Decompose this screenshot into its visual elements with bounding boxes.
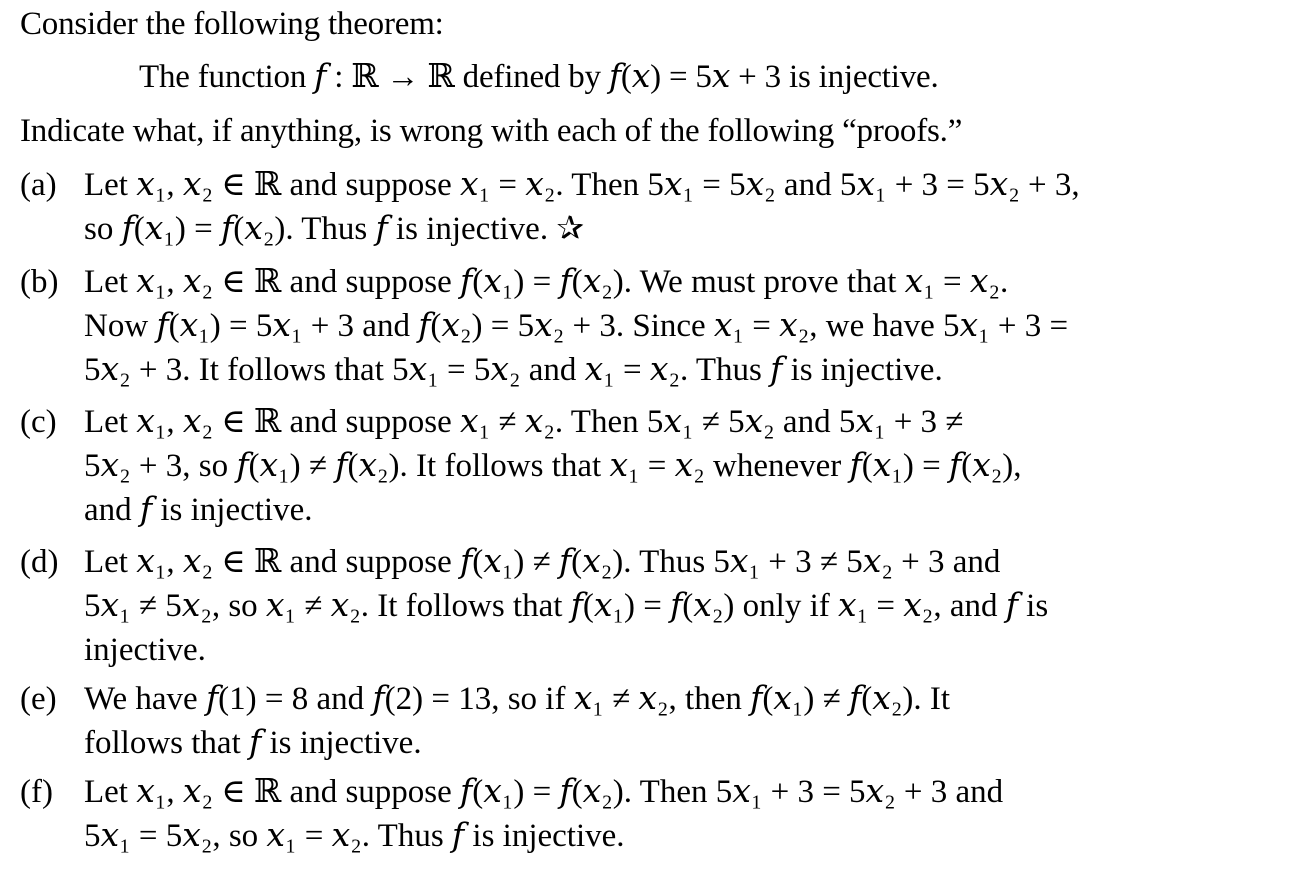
proof-line: and 𝑓 is injective.: [84, 492, 313, 528]
proof-body: [84, 166, 1144, 254]
proof-line: 5𝑥₂ + 3, so 𝑓(𝑥₁) ≠ 𝑓(𝑥₂). It follows that 𝑥₁ = 𝑥₂ whenever 𝑓(𝑥₁) = 𝑓(𝑥₂),: [84, 448, 1022, 484]
proof-body: [84, 543, 1144, 675]
proof-line: Let 𝑥₁, 𝑥₂ ∈ ℝ and suppose 𝑓(𝑥₁) ≠ 𝑓(𝑥₂). Thus 5𝑥₁ + 3 ≠ 5𝑥₂ + 3 and: [84, 544, 1001, 580]
proof-label: (e): [20, 681, 57, 717]
proof-line: Let 𝑥₁, 𝑥₂ ∈ ℝ and suppose 𝑥₁ = 𝑥₂. Then 5𝑥₁ = 5𝑥₂ and 5𝑥₁ + 3 = 5𝑥₂ + 3,: [84, 167, 1080, 203]
proof-line: injective.: [84, 632, 206, 668]
proof-line: so 𝑓(𝑥₁) = 𝑓(𝑥₂). Thus 𝑓 is injective. ✰: [84, 211, 584, 247]
proof-line: Let 𝑥₁, 𝑥₂ ∈ ℝ and suppose 𝑥₁ ≠ 𝑥₂. Then 5𝑥₁ ≠ 5𝑥₂ and 5𝑥₁ + 3 ≠: [84, 404, 964, 440]
instruction-text: Indicate what, if anything, is wrong with each of the following “proofs.”: [20, 113, 963, 149]
proof-body: [84, 403, 1144, 535]
proof-line: 5𝑥₁ ≠ 5𝑥₂, so 𝑥₁ ≠ 𝑥₂. It follows that 𝑓(𝑥₁) = 𝑓(𝑥₂) only if 𝑥₁ = 𝑥₂, and 𝑓 is: [84, 588, 1049, 624]
theorem-statement: The function 𝑓 : ℝ → ℝ defined by 𝑓(𝑥) = 5𝑥 + 3 is injective.: [139, 59, 939, 95]
proof-line: follows that 𝑓 is injective.: [84, 725, 422, 761]
proof-line: 5𝑥₂ + 3. It follows that 5𝑥₁ = 5𝑥₂ and 𝑥₁ = 𝑥₂. Thus 𝑓 is injective.: [84, 352, 943, 388]
proof-body: [84, 680, 1144, 768]
proof-label: (b): [20, 264, 59, 300]
proof-label: (a): [20, 167, 57, 203]
proof-line: We have 𝑓(1) = 8 and 𝑓(2) = 13, so if 𝑥₁ ≠ 𝑥₂, then 𝑓(𝑥₁) ≠ 𝑓(𝑥₂). It: [84, 681, 950, 717]
proof-line: Let 𝑥₁, 𝑥₂ ∈ ℝ and suppose 𝑓(𝑥₁) = 𝑓(𝑥₂). We must prove that 𝑥₁ = 𝑥₂.: [84, 264, 1009, 300]
proof-body: [84, 263, 1144, 395]
proof-line: Let 𝑥₁, 𝑥₂ ∈ ℝ and suppose 𝑓(𝑥₁) = 𝑓(𝑥₂). Then 5𝑥₁ + 3 = 5𝑥₂ + 3 and: [84, 774, 1004, 810]
proof-body: [84, 773, 1144, 861]
proof-label: (f): [20, 774, 53, 810]
intro-text: Consider the following theorem:: [20, 6, 444, 42]
proof-label: (c): [20, 404, 57, 440]
proof-line: Now 𝑓(𝑥₁) = 5𝑥₁ + 3 and 𝑓(𝑥₂) = 5𝑥₂ + 3. Since 𝑥₁ = 𝑥₂, we have 5𝑥₁ + 3 =: [84, 308, 1069, 344]
proof-label: (d): [20, 544, 59, 580]
proof-line: 5𝑥₁ = 5𝑥₂, so 𝑥₁ = 𝑥₂. Thus 𝑓 is injective.: [84, 818, 625, 854]
